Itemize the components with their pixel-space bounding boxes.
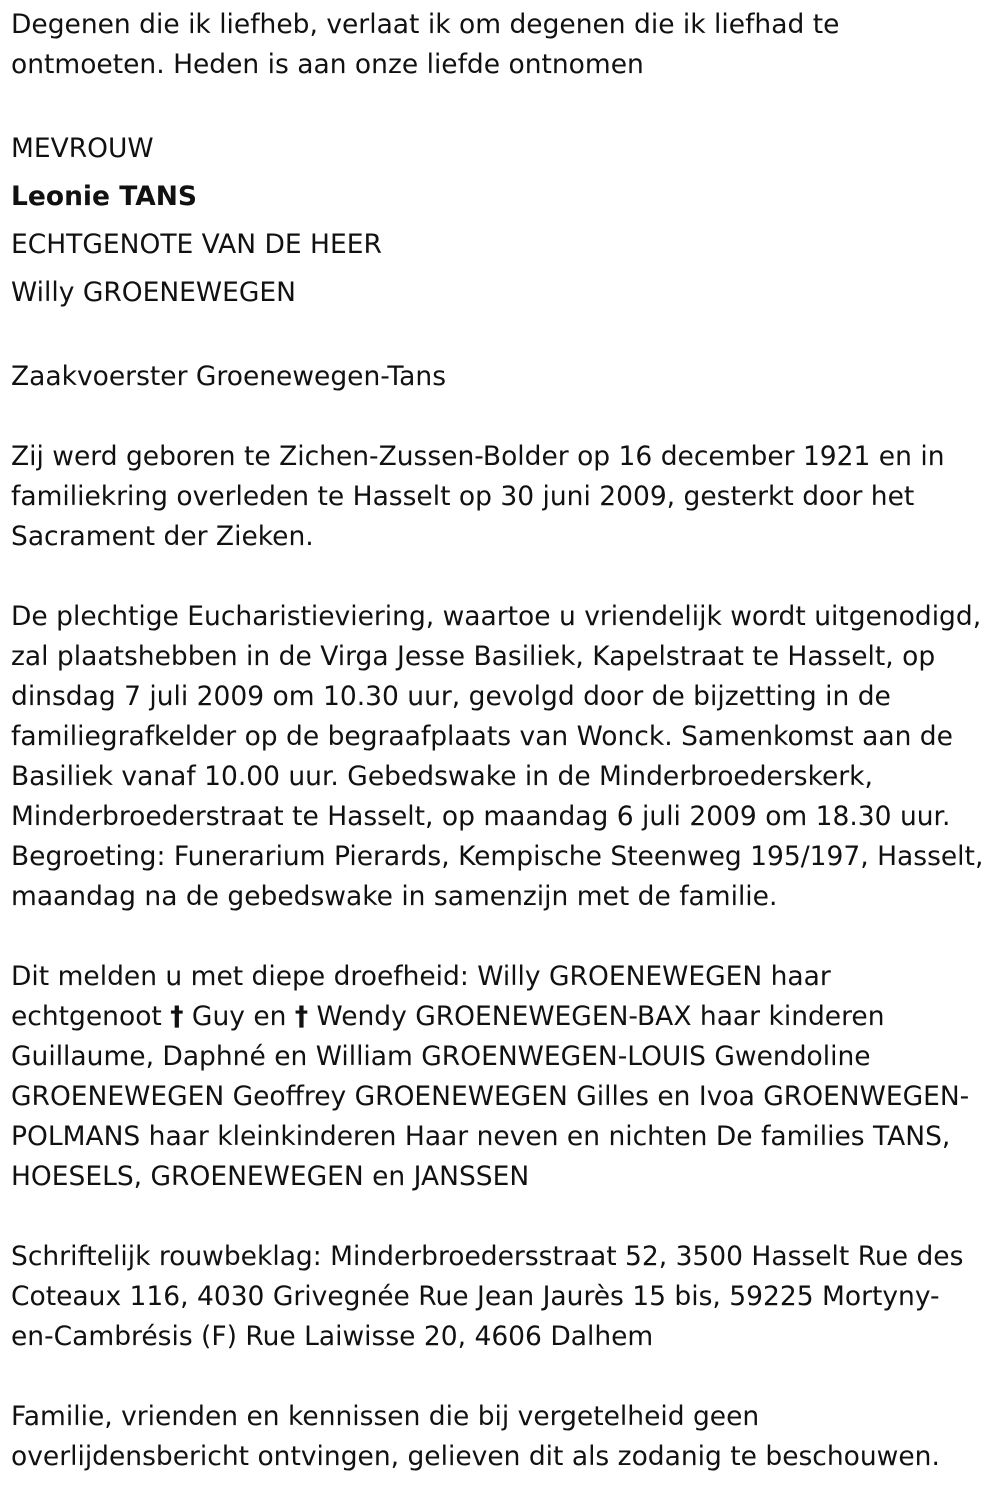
- deceased-name: Leonie TANS: [11, 181, 198, 212]
- ceremony-line: De plechtige Eucharistieviering, waartoe u vriendelijk wordt uitgenodigd,: [11, 601, 982, 632]
- salutation: MEVROUW: [11, 133, 154, 164]
- birth-death-line: Sacrament der Zieken.: [11, 521, 314, 552]
- ceremony-line: dinsdag 7 juli 2009 om 10.30 uur, gevolgd door de bijzetting in de: [11, 681, 891, 712]
- closing-line: overlijdensbericht ontvingen, gelieven dit als zodanig te beschouwen.: [11, 1441, 940, 1472]
- occupation: Zaakvoerster Groenewegen-Tans: [11, 361, 447, 392]
- condolences-paragraph: [11, 1237, 996, 1357]
- spouse-name: Willy GROENEWEGEN: [11, 277, 296, 308]
- closing-line: Familie, vrienden en kennissen die bij vergetelheid geen: [11, 1401, 760, 1432]
- family-text: Guy en: [183, 1001, 295, 1032]
- relation-label: ECHTGENOTE VAN DE HEER: [11, 229, 382, 260]
- cross-icon: †: [170, 1001, 184, 1032]
- intro-line: ontmoeten. Heden is aan onze liefde ontnomen: [11, 49, 644, 80]
- ceremony-line: Minderbroederstraat te Hasselt, op maandag 6 juli 2009 om 18.30 uur.: [11, 801, 951, 832]
- ceremony-line: zal plaatshebben in de Virga Jesse Basiliek, Kapelstraat te Hasselt, op: [11, 641, 936, 672]
- family-paragraph: [11, 957, 996, 1197]
- ceremony-line: familiegrafkelder op de begraafplaats van Wonck. Samenkomst aan de: [11, 721, 953, 752]
- birth-death-line: familiekring overleden te Hasselt op 30 juni 2009, gesterkt door het: [11, 481, 915, 512]
- intro-paragraph: [11, 5, 996, 85]
- family-line: Dit melden u met diepe droefheid: Willy GROENEWEGEN haar: [11, 961, 831, 992]
- family-line: Guillaume, Daphné en William GROENWEGEN-LOUIS Gwendoline: [11, 1041, 871, 1072]
- condolences-line: Coteaux 116, 4030 Grivegnée Rue Jean Jaurès 15 bis, 59225 Mortyny-: [11, 1281, 940, 1312]
- ceremony-line: Basiliek vanaf 10.00 uur. Gebedswake in de Minderbroederskerk,: [11, 761, 873, 792]
- family-text: Wendy GROENEWEGEN-BAX haar kinderen: [308, 1001, 885, 1032]
- condolences-line: en-Cambrésis (F) Rue Laiwisse 20, 4606 Dalhem: [11, 1321, 654, 1352]
- ceremony-paragraph: [11, 597, 996, 917]
- family-line: GROENEWEGEN Geoffrey GROENEWEGEN Gilles en Ivoa GROENWEGEN-: [11, 1081, 970, 1112]
- condolences-line: Schriftelijk rouwbeklag: Minderbroedersstraat 52, 3500 Hasselt Rue des: [11, 1241, 964, 1272]
- birth-death-line: Zij werd geboren te Zichen-Zussen-Bolder op 16 december 1921 en in: [11, 441, 945, 472]
- intro-line: Degenen die ik liefheb, verlaat ik om degenen die ik liefhad te: [11, 9, 840, 40]
- birth-death-paragraph: [11, 437, 996, 557]
- family-line: HOESELS, GROENEWEGEN en JANSSEN: [11, 1161, 530, 1192]
- ceremony-line: Begroeting: Funerarium Pierards, Kempische Steenweg 195/197, Hasselt,: [11, 841, 984, 872]
- ceremony-line: maandag na de gebedswake in samenzijn met de familie.: [11, 881, 778, 912]
- family-line: POLMANS haar kleinkinderen Haar neven en nichten De families TANS,: [11, 1121, 951, 1152]
- obituary-document: [11, 0, 996, 1477]
- family-line: [11, 997, 996, 1037]
- cross-icon: †: [294, 1001, 309, 1032]
- family-text: echtgenoot: [11, 1001, 171, 1032]
- closing-paragraph: [11, 1397, 996, 1477]
